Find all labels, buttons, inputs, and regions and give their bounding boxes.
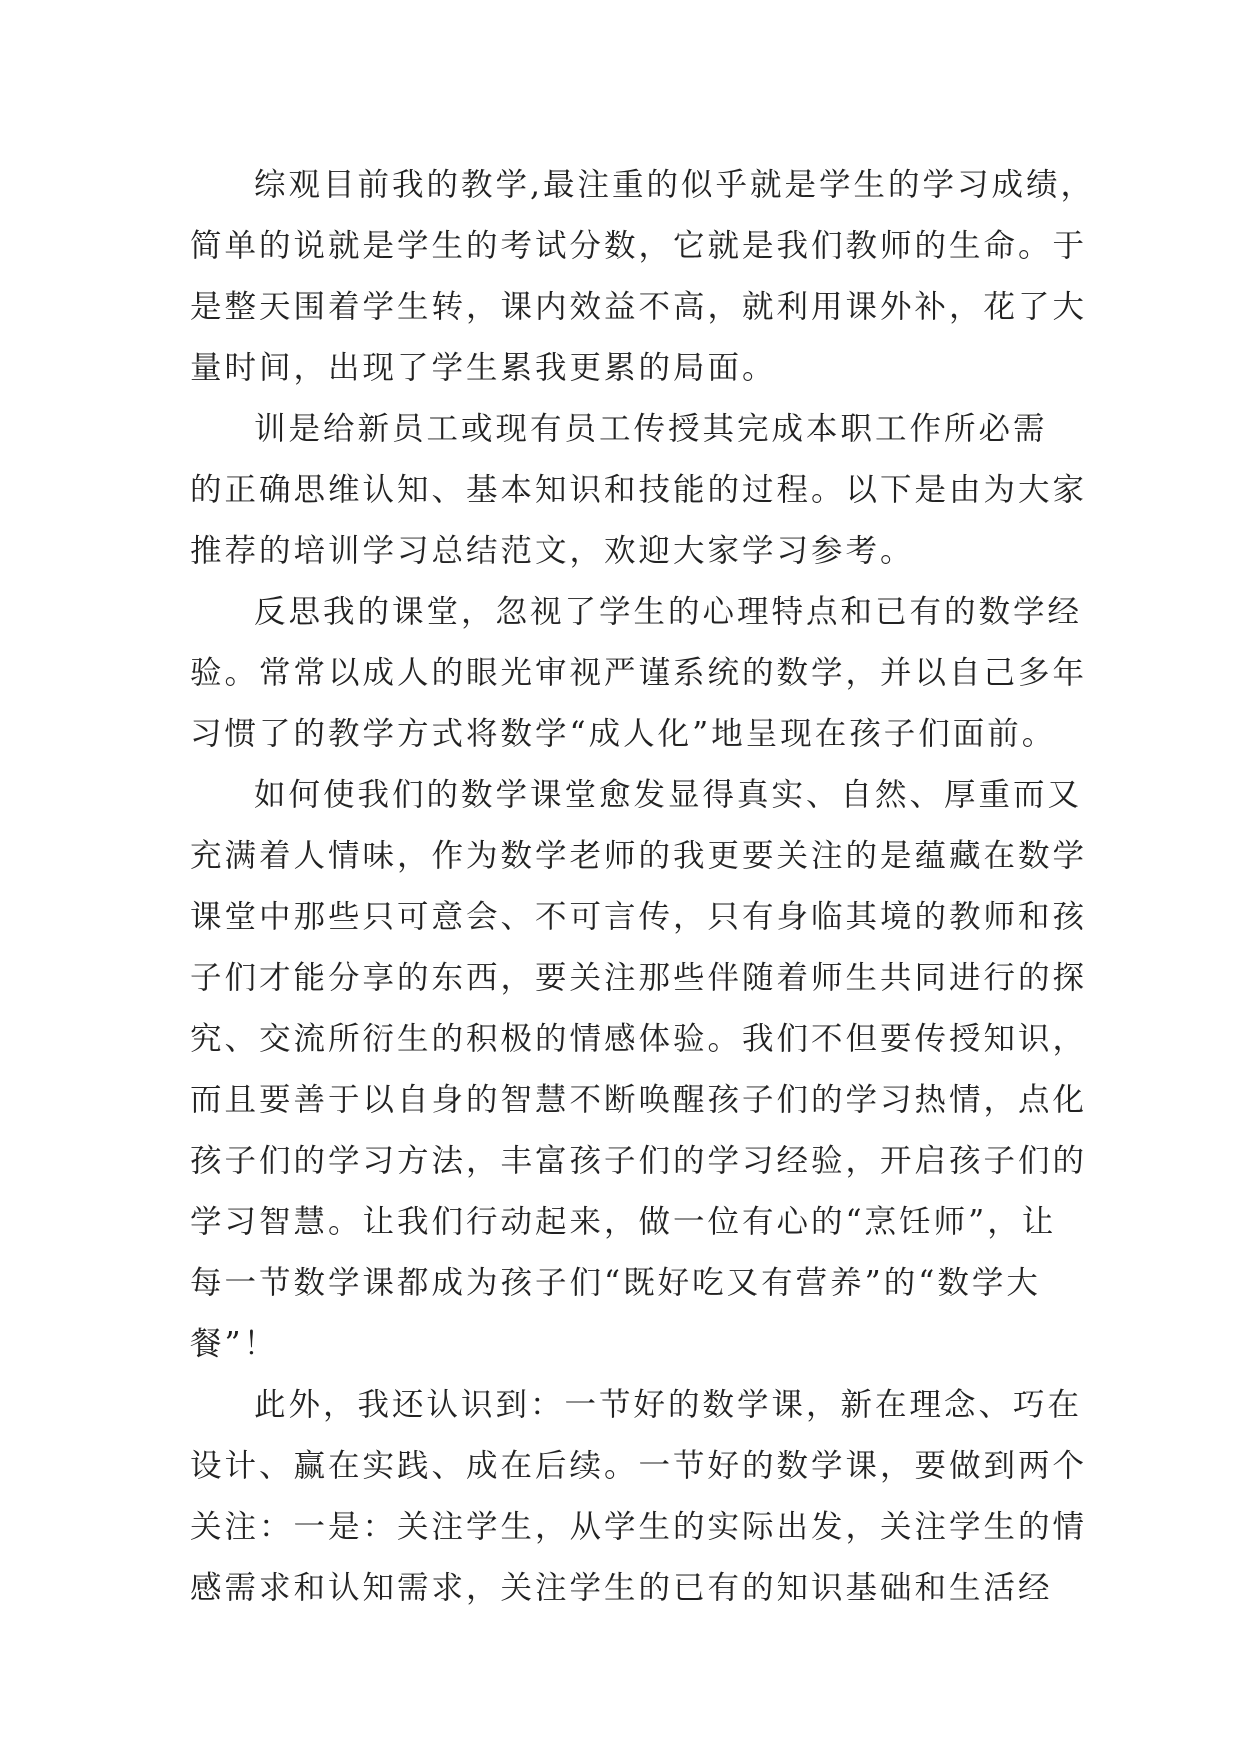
- text-line: 是整天围着学生转，课内效益不高，就利用课外补，花了大: [190, 289, 1088, 325]
- document-body: [190, 155, 1096, 1619]
- text-line: 感需求和认知需求，关注学生的已有的知识基础和生活经: [190, 1570, 1053, 1606]
- text-line: 充满着人情味，作为数学老师的我更要关注的是蕴藏在数学: [190, 838, 1088, 874]
- text-line: 每一节数学课都成为孩子们“既好吃又有营养”的“数学大: [190, 1265, 1041, 1301]
- text-line: 的正确思维认知、基本知识和技能的过程。以下是由为大家: [190, 472, 1088, 508]
- paragraph-4: [190, 765, 1088, 1375]
- paragraph-2: [190, 399, 1088, 582]
- text-line: 验。常常以成人的眼光审视严谨系统的数学，并以自己多年: [190, 655, 1088, 691]
- text-line: 综观目前我的教学,最注重的似乎就是学生的学习成绩，: [254, 167, 1096, 203]
- text-line: 简单的说就是学生的考试分数，它就是我们教师的生命。于: [190, 228, 1088, 264]
- paragraph-5: [190, 1375, 1088, 1619]
- text-line: 关注：一是：关注学生，从学生的实际出发，关注学生的情: [190, 1509, 1088, 1545]
- text-line: 如何使我们的数学课堂愈发显得真实、自然、厚重而又: [254, 777, 1083, 813]
- text-line: 课堂中那些只可意会、不可言传，只有身临其境的教师和孩: [190, 899, 1088, 935]
- text-line: 学习智慧。让我们行动起来，做一位有心的“烹饪师”，让: [190, 1204, 1057, 1240]
- text-line: 推荐的培训学习总结范文，欢迎大家学习参考。: [190, 533, 915, 569]
- text-line: 习惯了的教学方式将数学“成人化”地呈现在孩子们面前。: [190, 716, 1057, 752]
- text-line: 训是给新员工或现有员工传授其完成本职工作所必需: [254, 411, 1048, 447]
- text-line: 设计、赢在实践、成在后续。一节好的数学课，要做到两个: [190, 1448, 1088, 1484]
- text-line: 反思我的课堂，忽视了学生的心理特点和已有的数学经: [254, 594, 1083, 630]
- paragraph-3: [190, 582, 1088, 765]
- text-line: 子们才能分享的东西，要关注那些伴随着师生共同进行的探: [190, 960, 1088, 996]
- text-line: 量时间，出现了学生累我更累的局面。: [190, 350, 777, 386]
- paragraph-1: [190, 155, 1096, 399]
- text-line: 此外，我还认识到：一节好的数学课，新在理念、巧在: [254, 1387, 1083, 1423]
- text-line: 究、交流所衍生的积极的情感体验。我们不但要传授知识，: [190, 1021, 1088, 1057]
- text-line: 孩子们的学习方法，丰富孩子们的学习经验，开启孩子们的: [190, 1143, 1088, 1179]
- text-line: 餐”！: [190, 1326, 279, 1362]
- text-line: 而且要善于以自身的智慧不断唤醒孩子们的学习热情，点化: [190, 1082, 1088, 1118]
